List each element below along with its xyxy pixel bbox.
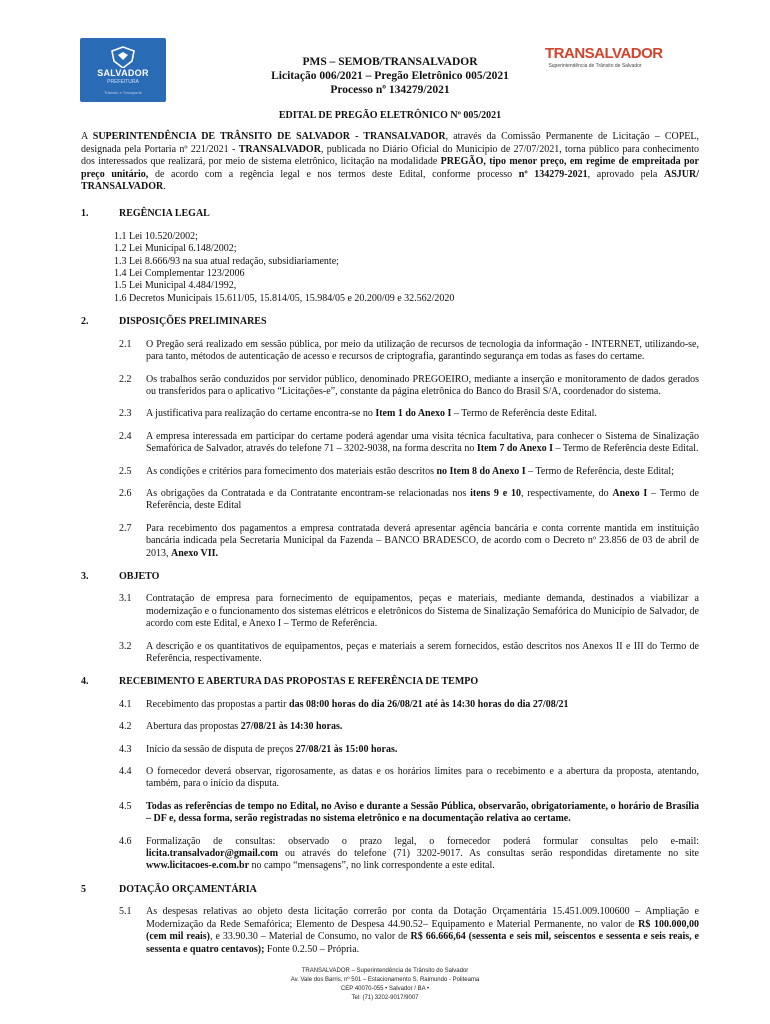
item-text <box>146 766 699 791</box>
document-body <box>81 110 699 967</box>
text-run: – Termo de Referência deste Edital. <box>553 443 699 455</box>
item-number: 2.4 <box>119 430 132 442</box>
text-run: itens 9 e 10 <box>470 487 521 499</box>
text-run: , aprovado pela <box>587 168 664 180</box>
text-run: As condições e critérios para fornecimento dos materiais estão descritos <box>146 465 437 477</box>
section-number: 5 <box>81 883 86 895</box>
text-run: – Termo de Referência deste Edital. <box>451 408 597 420</box>
item-number: 3.1 <box>119 593 132 605</box>
text-run: Item 1 do Anexo I <box>375 408 452 420</box>
text-run: PREGÃO, tipo menor preço, em regime de empreitada por preço unitário, <box>81 156 699 180</box>
logo-left-tag: Trânsito e Transporte <box>104 90 142 95</box>
item-number: 2.5 <box>119 465 132 477</box>
text-run: Todas as referências de tempo no Edital, no Aviso e durante a Sessão Pública, observarão, obrigatoriamente, o horário de Brasília – DF e, dessa forma, serão registradas no sistema eletrônico e na documentação relativa ao certame. <box>146 800 699 825</box>
item-text <box>146 374 699 399</box>
item-list <box>81 699 699 873</box>
item-text <box>146 801 699 826</box>
list-item <box>114 431 699 456</box>
text-run: R$ 66.666,64 (sessenta e seis mil, seiscentos e sessenta e seis reais, e sessenta e quatro centavos); <box>146 931 699 955</box>
text-run: nº 134279-2021 <box>518 168 588 180</box>
section-number: 1. <box>81 208 89 220</box>
footer-line4: Tel: (71) 3202-9017/9007 <box>351 995 419 1001</box>
header-line1: PMS – SEMOB/TRANSALVADOR <box>302 56 478 68</box>
section-number: 2. <box>81 316 89 328</box>
list-item <box>114 593 699 630</box>
section-title: DISPOSIÇÕES PRELIMINARES <box>119 316 267 328</box>
section-heading <box>81 208 699 220</box>
item-list <box>81 593 699 665</box>
text-run: Abertura das propostas <box>146 721 241 733</box>
item-list <box>81 339 699 560</box>
footer-line2: Av. Vale dos Barris, nº 501 – Estacionamento S. Raimundo - Politeama <box>290 977 480 983</box>
list-item <box>114 699 699 711</box>
footer-line3: CEP 40070-055 • Salvador / BA • <box>340 986 430 992</box>
item-text <box>146 744 699 756</box>
item-number: 2.1 <box>119 338 132 350</box>
item-number: 4.1 <box>119 698 132 710</box>
section-title: RECEBIMENTO E ABERTURA DAS PROPOSTAS E REFERÊNCIA DE TEMPO <box>119 676 479 688</box>
list-item <box>114 374 699 399</box>
item-number: 4.4 <box>119 766 132 778</box>
text-run: A <box>81 131 93 143</box>
text-run: Fonte 0.2.50 – Própria. <box>264 943 360 955</box>
logo-right-sub: Superintendência de Trânsito de Salvador <box>548 63 642 69</box>
text-run: ASJUR/ TRANSALVADOR <box>81 168 699 193</box>
text-run: de acordo com a regência legal e nos termos deste Edital, conforme processo <box>148 168 519 180</box>
text-run: SUPERINTENDÊNCIA DE TRÂNSITO DE SALVADOR - TRANSALVADOR <box>92 131 446 143</box>
section-title: DOTAÇÃO ORÇAMENTÁRIA <box>119 883 257 895</box>
item-number: 4.2 <box>119 721 132 733</box>
list-item <box>114 488 699 513</box>
document-header <box>180 55 600 97</box>
text-run: no Item 8 do Anexo I <box>436 465 526 477</box>
text-run: As despesas relativas ao objeto desta licitação correrão por conta da Dotação Orçamentária 15.451.009.100600 – Ampliação e Modernização da Rede Semafórica; Elemento de Despesa 44.90.52– Equipamento e Material Permanente, no valor de <box>146 906 699 930</box>
item-number: 2.7 <box>119 522 132 534</box>
list-item <box>114 744 699 756</box>
text-run: Formalização de consultas: observado o prazo legal, o fornecedor poderá formular consultas pelo e-mail: <box>146 835 699 847</box>
text-run: – Termo de Referência, deste Edital; <box>525 465 674 477</box>
page-footer <box>200 967 570 1003</box>
text-run: 27/08/21 às 15:00 horas. <box>295 743 398 755</box>
item-text <box>146 431 699 456</box>
item-number: 4.6 <box>119 835 132 847</box>
header-line3: Processo nº 134279/2021 <box>330 84 450 96</box>
list-item <box>114 766 699 791</box>
text-run: A descrição e os quantitativos de equipamentos, peças e materiais a serem fornecidos, estão descritos nos Anexos II e III do Termo de Referência, respectivamente. <box>146 640 699 664</box>
list-item <box>114 906 699 956</box>
logo-left-name: SALVADOR <box>97 68 149 78</box>
item-number: 3.2 <box>119 640 132 652</box>
footer-line1: TRANSALVADOR – Superintendência de Trânsito do Salvador <box>301 968 469 974</box>
text-run: , publicada no Diário Oficial do Município de 27/07/2021, torna público para conhecimento dos interessados que realizará, por meio de sistema eletrônico, licitação na modalidade <box>81 143 699 168</box>
text-run: , e 33.90.30 – Material de Consumo, no valor de <box>210 931 411 943</box>
item-text <box>146 408 699 420</box>
item-number: 2.6 <box>119 487 132 499</box>
text-run: TRANSALVADOR <box>238 143 321 155</box>
list-item <box>114 466 699 478</box>
text-run: – Termo de Referência, deste Edital <box>146 487 699 512</box>
item-text <box>146 523 699 560</box>
item-number: 2.2 <box>119 373 132 385</box>
list-item: 1.4 Lei Complementar 123/2006 <box>114 268 245 280</box>
item-text <box>146 836 699 873</box>
list-item <box>114 836 699 873</box>
text-run: www.licitacoes-e.com.br <box>146 860 250 872</box>
text-run: no campo “mensagens”, no link correspondente a este edital. <box>249 860 495 872</box>
logo-right-brand: TRANSALVADOR <box>545 45 663 62</box>
item-number: 4.3 <box>119 743 132 755</box>
text-run: A justificativa para realização do certame encontra-se no <box>146 408 376 420</box>
item-text <box>146 641 699 666</box>
section-number: 3. <box>81 570 89 582</box>
item-list <box>81 906 699 956</box>
sections <box>81 208 699 955</box>
list-item: 1.6 Decretos Municipais 15.611/05, 15.814/05, 15.984/05 e 20.200/09 e 32.562/2020 <box>114 292 455 304</box>
text-run: , através da Comissão Permanente de Licitação – COPEL, designada pela Portaria nº 221/2021 - <box>81 131 700 155</box>
item-number: 2.3 <box>119 408 132 420</box>
text-run: licita.transalvador@gmail.com <box>146 848 279 860</box>
text-run: O fornecedor deverá observar, rigorosamente, as datas e os horários limites para o recebimento e a abertura da proposta, atentando, também, para o início da disputa. <box>146 766 699 790</box>
section-title: OBJETO <box>119 570 160 582</box>
item-text <box>146 339 699 364</box>
list-item: 1.2 Lei Municipal 6.148/2002; <box>114 243 237 255</box>
text-run: das 08:00 horas do dia 26/08/21 até às 14:30 horas do dia 27/08/21 <box>289 698 569 710</box>
list-item: 1.5 Lei Municipal 4.484/1992, <box>114 280 237 292</box>
item-text <box>146 699 699 711</box>
item-number: 5.1 <box>119 906 132 918</box>
text-run: . <box>163 181 166 193</box>
text-run: Anexo VII. <box>171 547 219 559</box>
list-item <box>114 641 699 666</box>
item-text <box>146 721 699 733</box>
item-number: 4.5 <box>119 800 132 812</box>
section-title: REGÊNCIA LEGAL <box>119 208 210 220</box>
list-item: 1.1 Lei 10.520/2002; <box>114 230 198 242</box>
list-item <box>114 408 699 420</box>
list-item <box>114 523 699 560</box>
text-run: Anexo I <box>612 487 648 499</box>
list-item <box>114 721 699 733</box>
text-run: 27/08/21 às 14:30 horas. <box>240 721 343 733</box>
text-run: Para recebimento dos pagamentos a empresa contratada deverá apresentar agência bancária e conta corrente mantida em instituição bancária indicada pela Secretaria Municipal da Fazenda – BANCO BRADESCO, de acordo com o Decreto nº 23.856 de 03 de abril de 2013, <box>146 522 699 559</box>
item-text <box>146 906 699 956</box>
text-run: R$ 100.000,00 (cem mil reais) <box>146 918 699 943</box>
header-line2: Licitação 006/2021 – Pregão Eletrônico 005/2021 <box>271 70 509 82</box>
text-run: ou através do telefone (71) 3202-9017. As consultas serão respondidas diretamente no site <box>278 848 699 860</box>
text-run: , respectivamente, do <box>520 487 613 499</box>
legal-list <box>81 231 699 305</box>
section-heading <box>81 316 699 328</box>
section-heading <box>81 571 699 583</box>
intro-paragraph <box>81 131 699 193</box>
list-item <box>114 339 699 364</box>
item-text <box>146 488 699 513</box>
text-run: Início da sessão de disputa de preços <box>146 743 296 755</box>
text-run: O Pregão será realizado em sessão pública, por meio da utilização de recursos de tecnologia da informação - INTERNET, utilizando-se, para tanto, métodos de autenticação de acesso e recursos de criptografia, garantindo segurança em todas as fases do certame. <box>146 338 699 363</box>
text-run: Item 7 do Anexo I <box>476 443 553 455</box>
salvador-logo <box>80 38 166 102</box>
text-run: Contratação de empresa para fornecimento de equipamentos, peças e materiais, mediante demanda, destinados a viabilizar a modernização e o funcionamento dos sistemas elétricos e eletrônicos do Sistema de Sinalização Semafórica do Município de Salvador, de acordo com este Edital, e Anexo I – Termo de Referência. <box>146 593 699 630</box>
item-text <box>146 466 699 478</box>
city-crest-icon <box>110 46 136 68</box>
text-run: As obrigações da Contratada e da Contratante encontram-se relacionadas nos <box>146 487 471 499</box>
text-run: A empresa interessada em participar do certame poderá agendar uma visita técnica facultativa, para conhecer o Sistema de Sinalização Semafórica de Salvador, através do telefone 71 – 3202-9038, na forma descrita no <box>146 430 699 455</box>
logo-left-sub: PREFEITURA <box>107 79 139 85</box>
list-item <box>114 801 699 826</box>
item-text <box>146 593 699 630</box>
text-run: Recebimento das propostas a partir <box>146 698 290 710</box>
section-heading <box>81 676 699 688</box>
text-run: Os trabalhos serão conduzidos por servidor público, denominado PREGOEIRO, mediante a inserção e monitoramento de dados gerados ou transferidos para o aplicativo “Licitações-e”, constante da página eletrônica do Banco do Brasil S/A, coordenador do sistema. <box>146 373 699 397</box>
edital-title: EDITAL DE PREGÃO ELETRÔNICO Nº 005/2021 <box>278 110 502 121</box>
list-item: 1.3 Lei 8.666/93 na sua atual redação, subsidiariamente; <box>114 255 339 267</box>
section-heading <box>81 884 699 896</box>
section-number: 4. <box>81 676 89 688</box>
